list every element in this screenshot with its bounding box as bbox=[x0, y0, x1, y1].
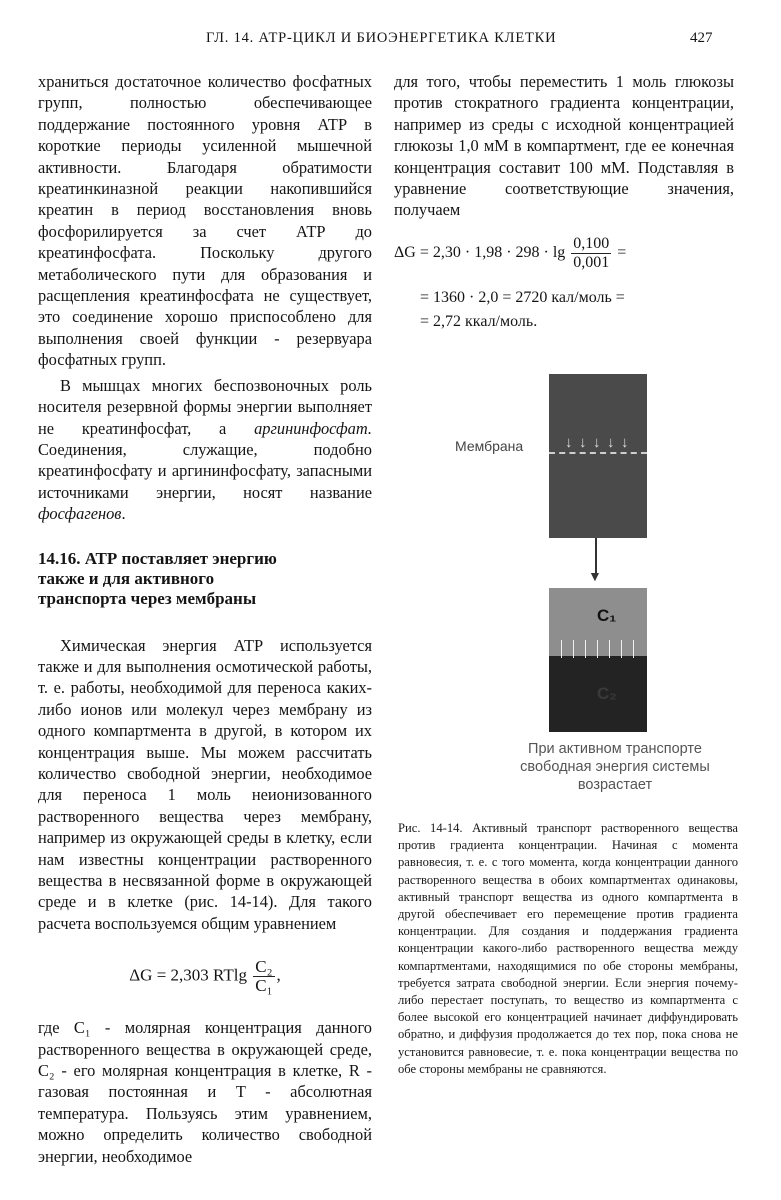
paragraph: где C₁ - молярная концентрация данного растворенного вещества в окружающей среде, C₂ - его молярная концентрация в клетке, R - газовая постоянная и T - абсолютная температура. Пользуясь этим уравнением, можно определить количество свободной энергии, необходимое bbox=[38, 1018, 372, 1166]
membrane-label: Мембрана bbox=[455, 438, 524, 454]
figure-note: При активном транспорте свободная энергия системы возрастает bbox=[520, 741, 710, 793]
denominator: C₁ bbox=[255, 976, 273, 996]
membrane-tick bbox=[585, 640, 586, 658]
membrane-tick bbox=[561, 640, 562, 658]
heading-line: также и для активного bbox=[38, 568, 215, 588]
numerator: C₂ bbox=[255, 957, 273, 977]
paragraph: для того, чтобы переместить 1 моль глюкозы против стократного градиента концентрации, например из среды с исходной концентрацией глюкозы 1,0 мМ в компартмент, где ее конечная концентрация составит 100 мМ. Подставляя в уравнение соответствующие значения, получаем bbox=[394, 72, 734, 220]
calc-eq: = bbox=[617, 244, 627, 262]
membrane-tick bbox=[621, 640, 622, 658]
compartment-gradient bbox=[549, 588, 647, 732]
c2-label: C₂ bbox=[597, 684, 617, 703]
heading-line: транспорта через мембраны bbox=[38, 588, 257, 608]
fraction bbox=[571, 235, 611, 272]
equation-tail: , bbox=[276, 965, 281, 985]
equation bbox=[38, 958, 372, 995]
paragraph: храниться достаточное количество фосфатных групп, полностью обеспечивающее поддержание постоянного уровня АТР в короткие периоды усиленной мышечной активности. Благодаря обратимости креатинкиназной реакции накопившийся креатин в период восстановления вновь фосфорилируется за счет АТР до креатинфосфата. Поскольку другого метаболического пути для образования и расщепления креатинфосфата не существует, это соединение хорошо приспособлено для выполнения своей функции - резервуара фосфатных групп. bbox=[38, 72, 372, 370]
denominator: 0,001 bbox=[573, 253, 610, 271]
fraction bbox=[253, 958, 274, 995]
membrane-tick bbox=[633, 640, 634, 658]
numerator: 0,100 bbox=[573, 234, 610, 252]
text-run: . bbox=[121, 504, 126, 524]
term-italic: фосфагенов bbox=[38, 504, 122, 524]
compartment-equilibrium bbox=[549, 374, 647, 538]
calc-lhs: ΔG = 2,30 · 1,98 · 298 · lg bbox=[394, 244, 566, 262]
down-arrow-icon: ↓ bbox=[621, 435, 629, 451]
down-arrow-icon: ↓ bbox=[565, 435, 573, 451]
calc-line bbox=[394, 235, 734, 272]
text-run: В мышцах многих беспозвоночных роль носителя резервной формы энергии выполняет не креатинфосфат, а bbox=[38, 375, 372, 438]
page-number: 427 bbox=[690, 30, 713, 46]
down-arrow-icon: ▼ bbox=[588, 570, 602, 585]
down-arrow-icon: ↓ bbox=[579, 435, 587, 451]
paragraph bbox=[38, 375, 372, 525]
down-arrow-icon: ↓ bbox=[593, 435, 601, 451]
membrane-line bbox=[549, 452, 647, 454]
equation-lhs: ΔG = 2,303 RTlg bbox=[129, 965, 247, 985]
figure-caption: Рис. 14-14. Активный транспорт растворенного вещества против градиента концентрации. Начиная с момента равновесия, т. е. с того момента, когда концентрации данного растворенного вещества в обоих компартментах одинаковы, активный транспорт вещества из одного компартмента в другой обеспечивает его перемещение против градиента концентрации. Для создания и поддержания градиента концентрации какого-либо растворенного вещества между компартментами, находящимися по обе стороны мембраны, требуется затрата свободной энергии. Если энергия почему-либо перестает поступать, то вещество из компартмента с более высокой его концентрацией начинает диффундировать обратно, и диффузия продолжается до тех пор, пока снова не установится равновесие, т. е. пока концентрации вещества по обе стороны мембраны не сравняются. bbox=[398, 821, 738, 1076]
left-column bbox=[38, 71, 372, 1167]
right-column bbox=[394, 71, 734, 334]
heading-line: 14.16. АТР поставляет энергию bbox=[38, 548, 277, 568]
membrane-tick bbox=[597, 640, 598, 658]
section-heading bbox=[38, 549, 372, 609]
calc-line: = 2,72 ккал/моль. bbox=[420, 312, 538, 330]
paragraph: Химическая энергия АТР используется также и для выполнения осмотической работы, т. е. работы, необходимой для переноса каких-либо ионов или молекул через мембрану из одного компартмента в другой, в котором их концентрация выше. Мы можем рассчитать количество свободной энергии, необходимое для переноса 1 моль неионизованного растворенного вещества через мембрану, например из окружающей среды в клетку, если нам известны концентрации растворенного вещества в несвязанной форме в окружающей среде и в клетке (рис. 14-14). Для такого расчета воспользуемся общим уравнением bbox=[38, 635, 372, 933]
calculation bbox=[394, 235, 734, 334]
term-italic: аргининфосфат. bbox=[254, 418, 372, 438]
calc-line: = 1360 · 2,0 = 2720 кал/моль = bbox=[420, 288, 625, 306]
text-run: Соединения, служащие, подобно креатинфосфату и аргининфосфату, запасными источниками энергии, носят название bbox=[38, 439, 372, 502]
running-title: ГЛ. 14. АТР-ЦИКЛ И БИОЭНЕРГЕТИКА КЛЕТКИ bbox=[206, 30, 557, 46]
membrane-tick bbox=[609, 640, 610, 658]
down-arrow-icon: ↓ bbox=[607, 435, 615, 451]
c1-label: C₁ bbox=[597, 606, 617, 625]
membrane-tick bbox=[573, 640, 574, 658]
